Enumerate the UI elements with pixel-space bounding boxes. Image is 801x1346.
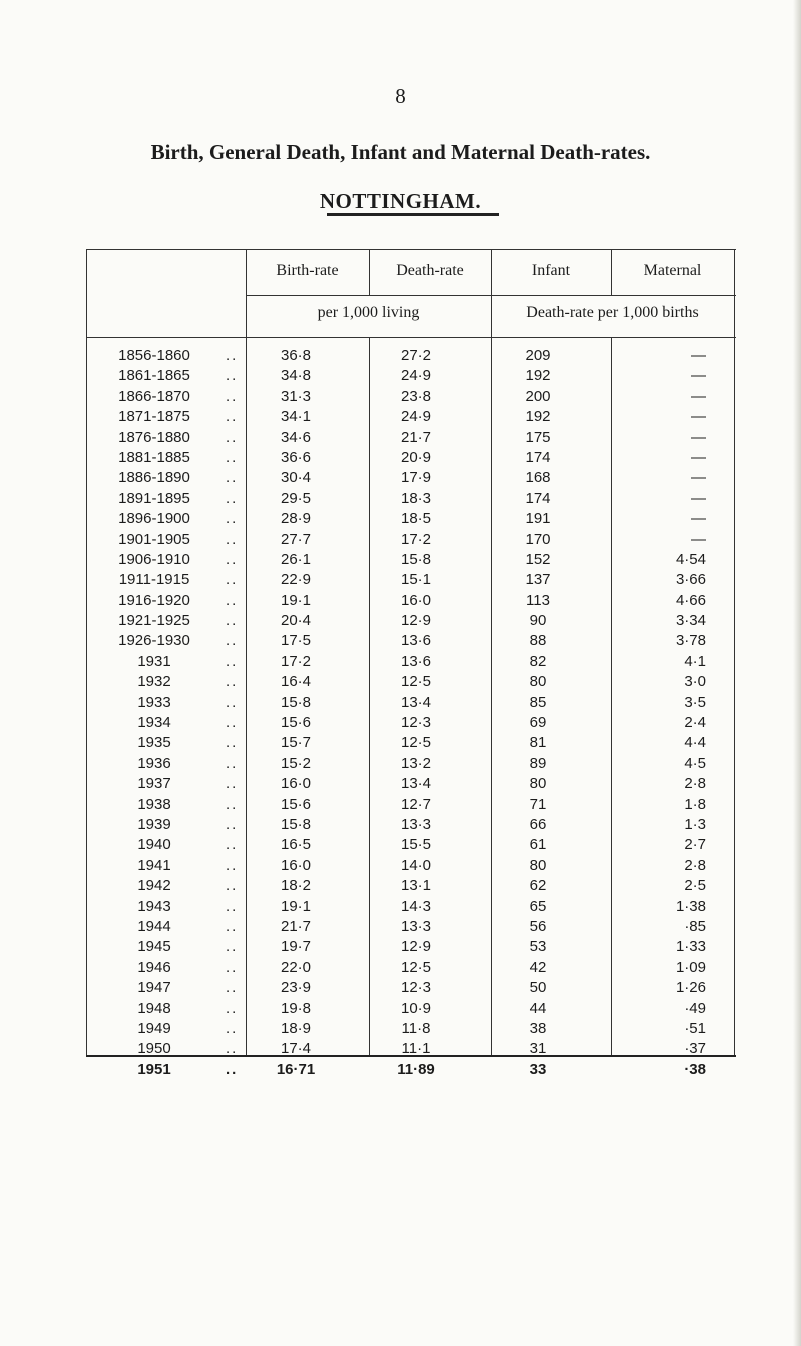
death-rate-cell: 13·3 (400, 815, 432, 833)
birth-rate-cell: 18·2 (280, 877, 312, 895)
birth-rate-cell: 19·7 (280, 938, 312, 956)
birth-rate-cell: 16·4 (280, 673, 312, 691)
maternal-rate-cell: — (691, 367, 706, 385)
birth-rate-cell: 18·9 (280, 1019, 312, 1037)
period-cell: 1871-1875 (118, 408, 190, 426)
leader-dots: .. (226, 979, 239, 997)
birth-rate-cell: 16·0 (280, 856, 312, 874)
leader-dots: .. (226, 408, 239, 426)
birth-rate-cell: 20·4 (280, 612, 312, 630)
birth-rate-cell: 16·0 (280, 775, 312, 793)
leader-dots: .. (226, 387, 239, 405)
birth-rate-cell: 23·9 (280, 979, 312, 997)
period-cell: 1948 (137, 999, 171, 1017)
death-rate-cell: 11·89 (397, 1060, 435, 1078)
leader-dots: .. (226, 734, 239, 752)
leader-dots: .. (226, 632, 239, 650)
maternal-rate-cell: 3·34 (675, 612, 706, 630)
table-row (86, 713, 736, 733)
death-rate-cell: 15·1 (400, 571, 432, 589)
infant-rate-cell: 174 (525, 448, 551, 466)
period-cell: 1936 (137, 754, 171, 772)
infant-rate-cell: 85 (529, 693, 547, 711)
table-row (86, 591, 736, 611)
leader-dots: .. (226, 999, 239, 1017)
group-header-living: per 1,000 living (317, 304, 420, 321)
maternal-rate-cell: — (691, 428, 706, 446)
infant-rate-cell: 82 (529, 652, 547, 670)
infant-rate-cell: 69 (529, 714, 547, 732)
period-cell: 1861-1865 (118, 367, 190, 385)
birth-rate-cell: 19·8 (280, 999, 312, 1017)
infant-rate-cell: 200 (525, 387, 551, 405)
leader-dots: .. (226, 1060, 239, 1078)
subtitle-underline (327, 213, 499, 216)
birth-rate-cell: 15·6 (280, 714, 312, 732)
maternal-rate-cell: 2·5 (684, 877, 706, 895)
leader-dots: .. (226, 550, 239, 568)
infant-rate-cell: 44 (529, 999, 547, 1017)
maternal-rate-cell: ·37 (684, 1040, 706, 1058)
table-row (86, 835, 736, 855)
period-cell: 1951 (137, 1060, 171, 1078)
infant-rate-cell: 168 (525, 469, 551, 487)
table-row (86, 774, 736, 794)
birth-rate-cell: 17·4 (280, 1040, 312, 1058)
birth-rate-cell: 36·8 (280, 347, 312, 364)
table-row (86, 1039, 736, 1059)
period-cell: 1916-1920 (118, 591, 190, 609)
table-row (86, 795, 736, 815)
birth-rate-cell: 36·6 (280, 448, 312, 466)
maternal-rate-cell: 1·26 (675, 979, 706, 997)
maternal-rate-cell: 2·8 (684, 775, 706, 793)
maternal-rate-cell: 3·5 (684, 693, 706, 711)
birth-rate-cell: 16·5 (280, 836, 312, 854)
maternal-rate-cell: — (691, 448, 706, 466)
death-rate-cell: 12·9 (400, 938, 432, 956)
leader-dots: .. (226, 856, 239, 874)
table-row (86, 387, 736, 407)
maternal-rate-cell: 4·5 (684, 754, 706, 772)
period-cell: 1906-1910 (118, 550, 190, 568)
leader-dots: .. (226, 367, 239, 385)
death-rate-cell: 21·7 (400, 428, 432, 446)
table-row (86, 917, 736, 937)
leader-dots: .. (226, 795, 239, 813)
death-rate-cell: 11·8 (401, 1019, 431, 1037)
table-body (86, 346, 736, 1080)
death-rate-cell: 15·8 (400, 550, 432, 568)
period-cell: 1876-1880 (118, 428, 190, 446)
period-cell: 1946 (137, 958, 171, 976)
maternal-rate-cell: — (691, 510, 706, 528)
col-header-death-rate: Death-rate (396, 262, 464, 279)
period-cell: 1931 (137, 652, 171, 670)
table-row (86, 407, 736, 427)
infant-rate-cell: 33 (529, 1060, 547, 1078)
table-row (86, 530, 736, 550)
birth-rate-cell: 15·8 (280, 693, 312, 711)
birth-rate-cell: 34·8 (280, 367, 312, 385)
table-row (86, 631, 736, 651)
maternal-rate-cell: ·38 (684, 1060, 706, 1078)
leader-dots: .. (226, 917, 239, 935)
death-rate-cell: 12·5 (400, 958, 432, 976)
table-row (86, 509, 736, 529)
birth-rate-cell: 29·5 (280, 489, 312, 507)
infant-rate-cell: 152 (525, 550, 551, 568)
leader-dots: .. (226, 815, 239, 833)
infant-rate-cell: 65 (529, 897, 547, 915)
leader-dots: .. (226, 877, 239, 895)
death-rate-cell: 13·1 (400, 877, 432, 895)
infant-rate-cell: 88 (529, 632, 547, 650)
death-rate-cell: 13·2 (400, 754, 432, 772)
infant-rate-cell: 192 (525, 367, 551, 385)
table-row (86, 897, 736, 917)
maternal-rate-cell: 1·8 (684, 795, 706, 813)
table-row (86, 652, 736, 672)
period-cell: 1933 (137, 693, 171, 711)
table-row (86, 346, 736, 366)
maternal-rate-cell: 1·09 (675, 958, 706, 976)
period-cell: 1942 (137, 877, 171, 895)
infant-rate-cell: 38 (529, 1019, 547, 1037)
page-edge-shadow (793, 0, 801, 1346)
table-row (86, 856, 736, 876)
period-cell: 1921-1925 (118, 612, 190, 630)
table-row (86, 672, 736, 692)
table-row (86, 489, 736, 509)
maternal-rate-cell: 3·66 (675, 571, 706, 589)
maternal-rate-cell: 3·0 (684, 673, 706, 691)
maternal-rate-cell: 4·66 (675, 591, 706, 609)
period-cell: 1943 (137, 897, 171, 915)
page-number: 8 (395, 84, 406, 108)
maternal-rate-cell: 2·4 (684, 714, 706, 732)
infant-rate-cell: 62 (529, 877, 547, 895)
leader-dots: .. (226, 510, 239, 528)
table-row (86, 468, 736, 488)
table-row (86, 366, 736, 386)
table-row (86, 876, 736, 896)
period-cell: 1940 (137, 836, 171, 854)
header-bottom-rule (86, 337, 736, 338)
col-header-maternal: Maternal (643, 262, 702, 279)
leader-dots: .. (226, 958, 239, 976)
death-rate-cell: 13·6 (400, 632, 432, 650)
maternal-rate-cell: 1·38 (675, 897, 706, 915)
infant-rate-cell: 53 (529, 938, 547, 956)
period-cell: 1881-1885 (118, 448, 190, 466)
maternal-rate-cell: 1·33 (675, 938, 706, 956)
table-row (86, 550, 736, 570)
infant-rate-cell: 81 (529, 734, 547, 752)
leader-dots: .. (226, 347, 239, 364)
infant-rate-cell: 113 (526, 591, 550, 609)
leader-dots: .. (226, 571, 239, 589)
leader-dots: .. (226, 775, 239, 793)
death-rate-cell: 12·3 (400, 979, 432, 997)
birth-rate-cell: 34·1 (280, 408, 312, 426)
table-row (86, 693, 736, 713)
maternal-rate-cell: ·85 (684, 917, 706, 935)
birth-rate-cell: 19·1 (280, 897, 312, 915)
maternal-rate-cell: — (691, 530, 706, 548)
birth-rate-cell: 30·4 (280, 469, 312, 487)
death-rate-cell: 13·4 (400, 775, 432, 793)
death-rate-cell: 10·9 (400, 999, 432, 1017)
infant-rate-cell: 89 (529, 754, 547, 772)
period-cell: 1949 (137, 1019, 171, 1037)
table-row (86, 1060, 736, 1080)
table-row (86, 611, 736, 631)
page-title: Birth, General Death, Infant and Maternal Death-rates. (150, 140, 651, 164)
death-rate-cell: 18·5 (400, 510, 432, 528)
leader-dots: .. (226, 714, 239, 732)
maternal-rate-cell: 1·3 (684, 815, 706, 833)
death-rate-cell: 24·9 (400, 367, 432, 385)
leader-dots: .. (226, 428, 239, 446)
infant-rate-cell: 80 (529, 775, 547, 793)
period-cell: 1935 (137, 734, 171, 752)
period-cell: 1950 (137, 1040, 171, 1058)
birth-rate-cell: 28·9 (280, 510, 312, 528)
period-cell: 1937 (137, 775, 171, 793)
death-rate-cell: 17·2 (400, 530, 432, 548)
maternal-rate-cell: 2·8 (684, 856, 706, 874)
period-cell: 1866-1870 (118, 387, 190, 405)
table-row (86, 570, 736, 590)
infant-rate-cell: 42 (529, 958, 547, 976)
birth-rate-cell: 34·6 (280, 428, 312, 446)
death-rate-cell: 18·3 (400, 489, 432, 507)
rates-table (86, 249, 736, 1078)
leader-dots: .. (226, 530, 239, 548)
period-cell: 1938 (137, 795, 171, 813)
death-rate-cell: 12·3 (400, 714, 432, 732)
group-header-births: Death-rate per 1,000 births (526, 304, 699, 321)
birth-rate-cell: 21·7 (280, 917, 312, 935)
death-rate-cell: 13·6 (400, 652, 432, 670)
period-cell: 1891-1895 (118, 489, 190, 507)
leader-dots: .. (226, 673, 239, 691)
table-row (86, 428, 736, 448)
birth-rate-cell: 15·8 (280, 815, 312, 833)
death-rate-cell: 12·9 (400, 612, 432, 630)
table-row (86, 999, 736, 1019)
birth-rate-cell: 22·0 (280, 958, 312, 976)
leader-dots: .. (226, 448, 239, 466)
death-rate-cell: 12·5 (400, 734, 432, 752)
death-rate-cell: 16·0 (400, 591, 432, 609)
maternal-rate-cell: — (691, 469, 706, 487)
infant-rate-cell: 170 (525, 530, 551, 548)
leader-dots: .. (226, 1040, 239, 1058)
birth-rate-cell: 17·2 (280, 652, 312, 670)
death-rate-cell: 12·7 (400, 795, 432, 813)
infant-rate-cell: 174 (525, 489, 551, 507)
infant-rate-cell: 80 (529, 673, 547, 691)
maternal-rate-cell: ·51 (684, 1019, 706, 1037)
leader-dots: .. (226, 1019, 239, 1037)
table-row (86, 815, 736, 835)
maternal-rate-cell: 2·7 (684, 836, 706, 854)
leader-dots: .. (226, 652, 239, 670)
death-rate-cell: 12·5 (400, 673, 432, 691)
table-top-rule (86, 249, 736, 250)
period-cell: 1941 (137, 856, 171, 874)
infant-rate-cell: 56 (529, 917, 547, 935)
infant-rate-cell: 71 (529, 795, 547, 813)
table-row (86, 958, 736, 978)
leader-dots: .. (226, 591, 239, 609)
period-cell: 1945 (137, 938, 171, 956)
period-cell: 1856-1860 (118, 347, 190, 364)
death-rate-cell: 13·3 (400, 917, 432, 935)
maternal-rate-cell: 3·78 (675, 632, 706, 650)
table-row (86, 754, 736, 774)
birth-rate-cell: 15·2 (280, 754, 312, 772)
leader-dots: .. (226, 612, 239, 630)
infant-rate-cell: 80 (529, 856, 547, 874)
period-cell: 1886-1890 (118, 469, 190, 487)
period-cell: 1911-1915 (118, 571, 190, 589)
infant-rate-cell: 61 (529, 836, 547, 854)
maternal-rate-cell: 4·1 (684, 652, 706, 670)
period-cell: 1926-1930 (118, 632, 190, 650)
table-row (86, 1019, 736, 1039)
birth-rate-cell: 15·6 (280, 795, 312, 813)
death-rate-cell: 14·0 (400, 856, 432, 874)
leader-dots: .. (226, 469, 239, 487)
leader-dots: .. (226, 754, 239, 772)
period-cell: 1944 (137, 917, 171, 935)
death-rate-cell: 20·9 (400, 448, 432, 466)
infant-rate-cell: 50 (529, 979, 547, 997)
infant-rate-cell: 66 (529, 815, 547, 833)
maternal-rate-cell: — (691, 408, 706, 426)
maternal-rate-cell: 4·54 (675, 550, 706, 568)
period-cell: 1932 (137, 673, 171, 691)
death-rate-cell: 17·9 (400, 469, 432, 487)
birth-rate-cell: 15·7 (280, 734, 312, 752)
birth-rate-cell: 17·5 (280, 632, 312, 650)
col-header-infant: Infant (531, 262, 571, 279)
infant-rate-cell: 209 (525, 347, 551, 364)
maternal-rate-cell: — (691, 489, 706, 507)
table-row (86, 978, 736, 998)
col-header-birth-rate: Birth-rate (276, 262, 339, 279)
birth-rate-cell: 16·71 (276, 1060, 316, 1078)
death-rate-cell: 13·4 (400, 693, 432, 711)
period-cell: 1939 (137, 815, 171, 833)
maternal-rate-cell: — (691, 387, 706, 405)
page-subtitle: NOTTINGHAM. (319, 189, 482, 213)
infant-rate-cell: 192 (525, 408, 551, 426)
maternal-rate-cell: ·49 (684, 999, 706, 1017)
infant-rate-cell: 175 (525, 428, 551, 446)
infant-rate-cell: 191 (525, 510, 551, 528)
leader-dots: .. (226, 693, 239, 711)
death-rate-cell: 24·9 (400, 408, 432, 426)
header-mid-rule (246, 295, 736, 296)
death-rate-cell: 27·2 (400, 347, 432, 364)
infant-rate-cell: 137 (525, 571, 551, 589)
birth-rate-cell: 27·7 (280, 530, 312, 548)
birth-rate-cell: 19·1 (280, 591, 312, 609)
maternal-rate-cell: — (691, 347, 706, 364)
leader-dots: .. (226, 836, 239, 854)
maternal-rate-cell: 4·4 (684, 734, 706, 752)
death-rate-cell: 23·8 (400, 387, 432, 405)
birth-rate-cell: 31·3 (280, 387, 312, 405)
leader-dots: .. (226, 938, 239, 956)
infant-rate-cell: 90 (529, 612, 547, 630)
death-rate-cell: 15·5 (400, 836, 432, 854)
birth-rate-cell: 26·1 (280, 550, 312, 568)
table-row (86, 448, 736, 468)
birth-rate-cell: 22·9 (280, 571, 312, 589)
table-row (86, 937, 736, 957)
period-cell: 1896-1900 (118, 510, 190, 528)
death-rate-cell: 14·3 (400, 897, 432, 915)
period-cell: 1901-1905 (118, 530, 190, 548)
period-cell: 1947 (137, 979, 171, 997)
infant-rate-cell: 31 (529, 1040, 547, 1058)
table-row (86, 733, 736, 753)
leader-dots: .. (226, 897, 239, 915)
leader-dots: .. (226, 489, 239, 507)
death-rate-cell: 11·1 (401, 1040, 431, 1058)
period-cell: 1934 (137, 714, 171, 732)
